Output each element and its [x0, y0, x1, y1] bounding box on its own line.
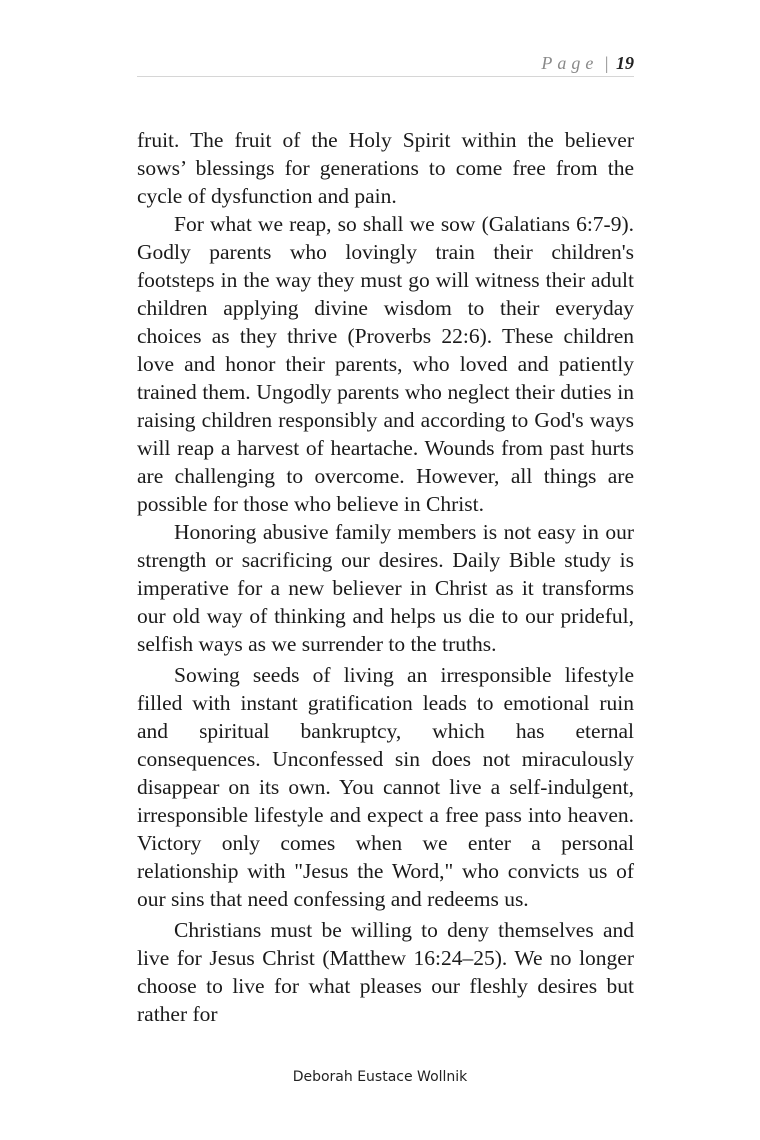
paragraph-sowing-seeds: Sowing seeds of living an irresponsible lifestyle filled with instant gratification leads to emotional ruin and spiritual bankruptcy, which has eternal consequences. Unconfessed sin does not miraculously disappear on its own. You cannot live a self-indulgent, irresponsible lifestyle and expect a free pass into heaven. Victory only comes when we enter a personal relationship with "Jesus the Word," who convicts us of our sins that need confessing and redeems us. — [137, 663, 634, 911]
paragraph-continuation: fruit. The fruit of the Holy Spirit within the believer sows’ blessings for generations to come free from the cycle of dysfunction and pain. — [137, 128, 634, 208]
page-word: Page — [541, 53, 599, 73]
body-text — [137, 126, 634, 1028]
page-header — [137, 52, 634, 77]
page-number-label — [541, 52, 634, 74]
page-footer-author: Deborah Eustace Wollnik — [292, 1069, 468, 1085]
paragraph-deny-themselves: Christians must be willing to deny themselves and live for Jesus Christ (Matthew 16:24–25). We no longer choose to live for what pleases our fleshly desires but rather for — [137, 918, 634, 1026]
paragraph-reap-and-sow: For what we reap, so shall we sow (Galatians 6:7-9). Godly parents who lovingly train their children's footsteps in the way they must go will witness their adult children applying divine wisdom to their everyday choices as they thrive (Proverbs 22:6). These children love and honor their parents, who loved and patiently trained them. Ungodly parents who neglect their duties in raising children responsibly and according to God's ways will reap a harvest of heartache. Wounds from past hurts are challenging to overcome. However, all things are possible for those who believe in Christ. — [137, 212, 634, 516]
paragraph-honoring-family: Honoring abusive family members is not easy in our strength or sacrificing our desires. Daily Bible study is imperative for a new believer in Christ as it transforms our old way of thinking and helps us die to our prideful, selfish ways as we surrender to the truths. — [137, 520, 634, 656]
page-separator: | — [604, 53, 609, 73]
page-number: 19 — [616, 53, 634, 73]
